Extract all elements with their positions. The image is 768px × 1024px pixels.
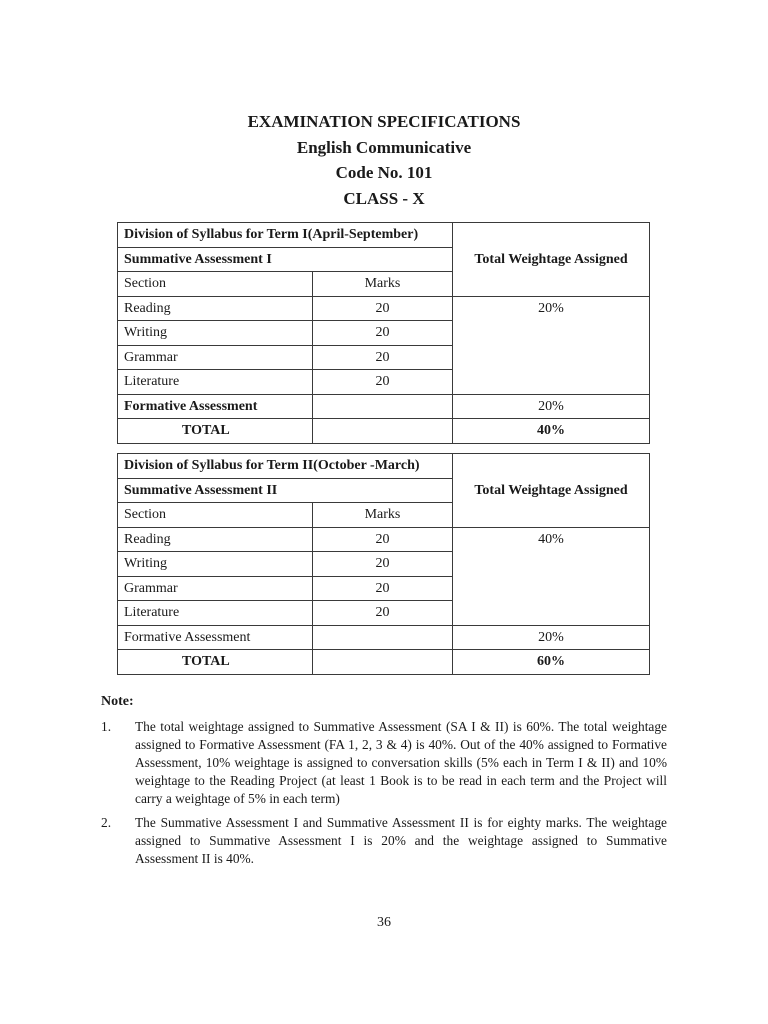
term1-section-header: Section <box>118 272 313 297</box>
term2-table <box>117 453 650 675</box>
term1-marks-writing: 20 <box>313 321 453 346</box>
term1-summative-weightage: 20% <box>453 296 650 394</box>
term2-marks-writing: 20 <box>313 552 453 577</box>
page-number: 36 <box>377 915 391 930</box>
term1-formative-marks <box>313 394 453 419</box>
term1-weightage-header: Total Weightage Assigned <box>453 223 650 297</box>
term1-section-reading: Reading <box>118 296 313 321</box>
term1-marks-grammar: 20 <box>313 345 453 370</box>
term2-summative-label: Summative Assessment II <box>118 478 453 503</box>
term2-weightage-header: Total Weightage Assigned <box>453 454 650 528</box>
term1-table <box>117 222 650 444</box>
term2-total-marks <box>313 650 453 675</box>
table-row <box>118 419 650 444</box>
table-row <box>118 296 650 321</box>
term2-section-writing: Writing <box>118 552 313 577</box>
table-row <box>118 394 650 419</box>
term1-marks-reading: 20 <box>313 296 453 321</box>
term1-formative-weightage: 20% <box>453 394 650 419</box>
term2-total-weightage: 60% <box>453 650 650 675</box>
term2-marks-grammar: 20 <box>313 576 453 601</box>
term2-marks-header: Marks <box>313 503 453 528</box>
note-number: 2. <box>101 815 112 830</box>
term2-marks-literature: 20 <box>313 601 453 626</box>
term1-division-title: Division of Syllabus for Term I(April-September) <box>118 223 453 248</box>
term1-section-literature: Literature <box>118 370 313 395</box>
note-item-1 <box>101 718 667 808</box>
term2-summative-weightage: 40% <box>453 527 650 625</box>
subject-name: English Communicative <box>296 137 472 157</box>
document-header <box>0 109 768 211</box>
term2-formative-weightage: 20% <box>453 625 650 650</box>
table-row <box>118 625 650 650</box>
term2-formative-marks <box>313 625 453 650</box>
term1-total-marks <box>313 419 453 444</box>
class-label: CLASS - X <box>343 188 425 208</box>
term2-section-grammar: Grammar <box>118 576 313 601</box>
term1-section-grammar: Grammar <box>118 345 313 370</box>
table-row <box>118 650 650 675</box>
term1-marks-literature: 20 <box>313 370 453 395</box>
term1-section-writing: Writing <box>118 321 313 346</box>
term2-section-header: Section <box>118 503 313 528</box>
term1-total-weightage: 40% <box>453 419 650 444</box>
term1-total-label: TOTAL <box>118 419 313 444</box>
term1-formative-label: Formative Assessment <box>118 394 313 419</box>
note-number: 1. <box>101 719 112 734</box>
term1-summative-label: Summative Assessment I <box>118 247 453 272</box>
term2-total-label: TOTAL <box>118 650 313 675</box>
note-heading: Note: <box>101 694 134 709</box>
term2-section-literature: Literature <box>118 601 313 626</box>
note-item-2 <box>101 814 667 868</box>
term1-marks-header: Marks <box>313 272 453 297</box>
term2-division-title: Division of Syllabus for Term II(October -March) <box>118 454 453 479</box>
subject-code: Code No. 101 <box>335 163 433 182</box>
note-text: The total weightage assigned to Summative Assessment (SA I & II) is 60%. The total weightage assigned to Formative Assessment (FA 1, 2, 3 & 4) is 40%. Out of the 40% assigned to Formative Assessment, 10% weightage is assigned to conversation skills (5% each in Term I & II) and 10% weightage to the Reading Project (at least 1 Book is to be read in each term and the Project will carry a weightage of 5% in each term) <box>135 719 667 806</box>
document-title: EXAMINATION SPECIFICATIONS <box>247 112 521 131</box>
term2-formative-label: Formative Assessment <box>118 625 313 650</box>
note-text: The Summative Assessment I and Summative Assessment II is for eighty marks. The weightage assigned to Summative Assessment I is 20% and the weightage assigned to Summative Assessment II is 40%. <box>135 815 667 866</box>
term2-section-reading: Reading <box>118 527 313 552</box>
term2-marks-reading: 20 <box>313 527 453 552</box>
table-row <box>118 527 650 552</box>
